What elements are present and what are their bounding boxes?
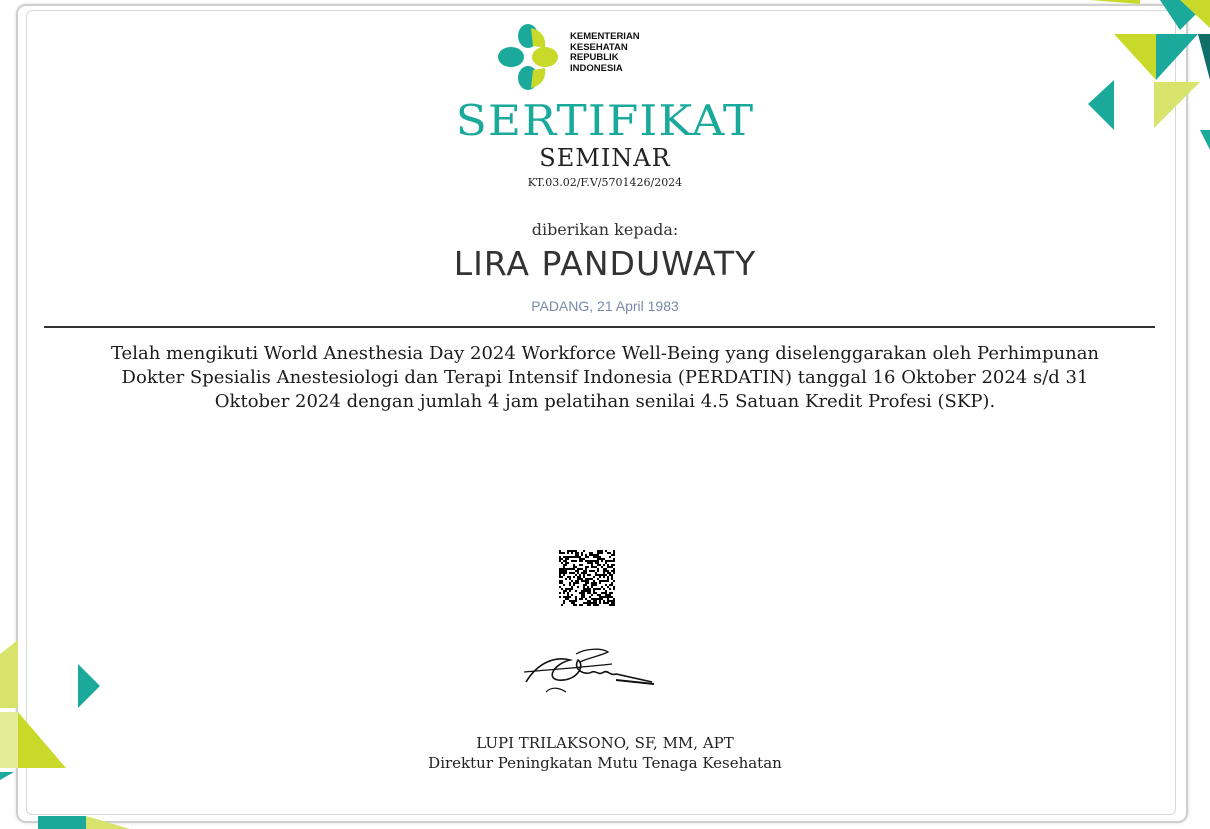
certificate-subtitle: SEMINAR [539, 144, 671, 172]
logo-line-1: KEMENTERIAN [570, 31, 640, 42]
logo-line-3: REPUBLIK [570, 52, 619, 63]
given-to-label: diberikan kepada: [531, 220, 679, 239]
signature-icon [516, 642, 658, 700]
divider-line [44, 326, 1155, 328]
certificate-number: KT.03.02/F.V/5701426/2024 [527, 176, 683, 189]
birth-place-date: PADANG, 21 April 1983 [531, 298, 679, 314]
certificate-title: SERTIFIKAT [455, 96, 755, 145]
logo-line-2: KESEHATAN [570, 41, 628, 53]
kemenkes-logo-icon [497, 22, 559, 94]
logo-text [570, 32, 640, 74]
logo-line-4: INDONESIA [570, 62, 623, 74]
signatory-title: Direktur Peningkatan Mutu Tenaga Kesehatan [428, 754, 782, 772]
qr-code-icon [559, 550, 615, 606]
recipient-name: LIRA PANDUWATY [453, 244, 757, 283]
certificate-description: Telah mengikuti World Anesthesia Day 2024 Workforce Well-Being yang diselenggarakan oleh Perhimpunan Dokter Spesialis Anestesiologi dan Terapi Intensif Indonesia (PERDATIN) tanggal 16 Oktober 2024 s/d 31 Oktober 2024 dengan jumlah 4 jam pelatihan senilai 4.5 Satuan Kredit Profesi (SKP). [110, 343, 1100, 412]
signatory-name: LUPI TRILAKSONO, SF, MM, APT [476, 734, 734, 752]
